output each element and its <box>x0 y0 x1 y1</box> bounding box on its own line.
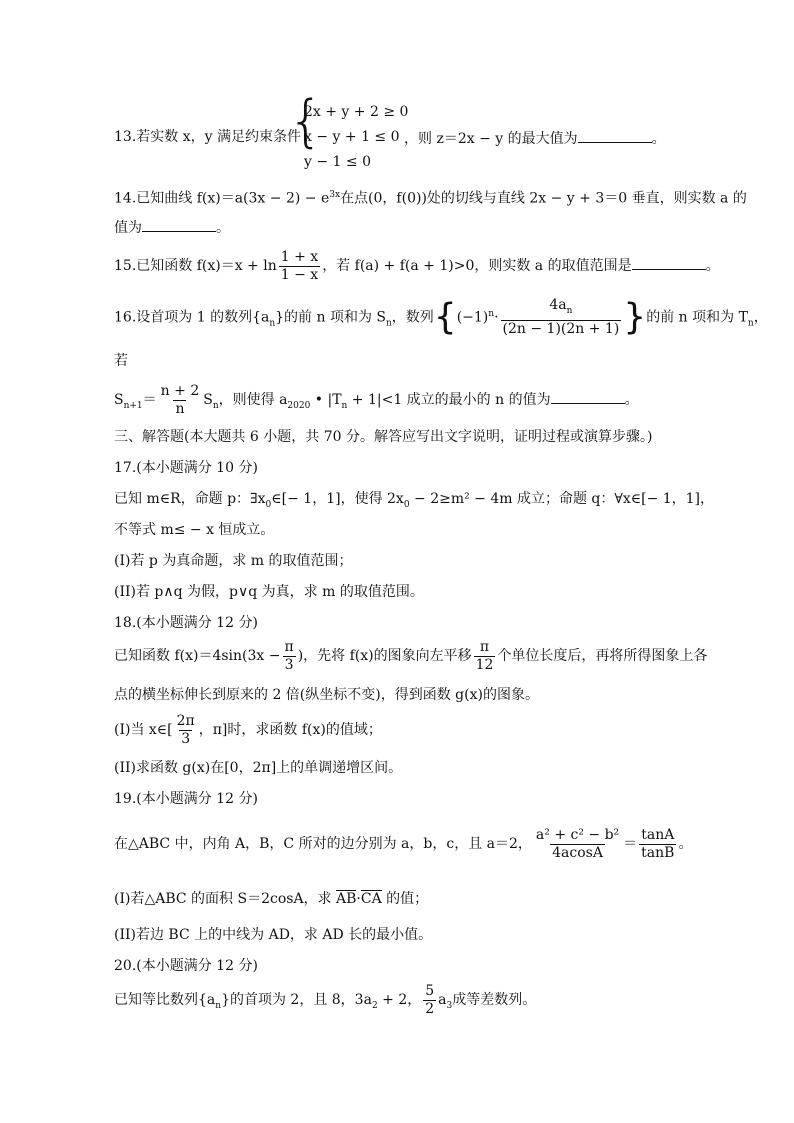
q18-text-a: 已知函数 f(x)＝4sin(3x − <box>114 648 281 664</box>
q16-den: (2n − 1)(2n + 1) <box>502 321 620 338</box>
q18-sden: 12 <box>475 656 494 673</box>
q20-sub-b: 2 <box>371 1000 378 1011</box>
q20-heading: 20.(本小题满分 12 分) <box>114 958 258 974</box>
q18-text-c: 个单位长度后，再将所得图象上各 <box>497 648 708 664</box>
q17-line-2: 不等式 m≤ − x 恒成立。 <box>114 522 275 538</box>
q15-text-a: 15.已知函数 f(x)＝x + ln <box>114 258 277 274</box>
vector-ab: AB <box>336 891 357 907</box>
q18-line-2: 点的横坐标伸长到原来的 2 倍(纵坐标不变)，得到函数 g(x)的图象。 <box>114 687 539 703</box>
q20-fden: 2 <box>425 1000 435 1017</box>
q16-text-e: ， <box>753 309 768 326</box>
q17-sub-b: 0 <box>403 499 410 510</box>
q18-snum: π <box>479 638 490 655</box>
q18-iden: 3 <box>181 730 191 747</box>
q13-post-text: ，则 z＝2x − y 的最大值为 <box>404 131 578 147</box>
q19-end: 。 <box>678 836 693 852</box>
q18-text-b: )，先将 f(x)的图象向左平移 <box>297 648 472 664</box>
q19-text-a: 在△ABC 中，内角 A，B，C 所对的边分别为 a，b，c，且 a＝2， <box>114 836 532 852</box>
q16-answer-blank <box>551 389 625 404</box>
q19-part1-b: 的值； <box>386 891 429 907</box>
q20-fnum: 5 <box>425 982 435 999</box>
q14-text-b: 在点(0，f(0))处的切线与直线 2x − y + 3＝0 垂直，则实数 a 的 <box>340 190 747 207</box>
q16-right-brace: } <box>623 296 647 338</box>
q19-line-1 <box>114 824 692 864</box>
q18-part-2: (II)求函数 g(x)在[0，2π]上的单调递增区间。 <box>114 760 403 776</box>
q16-text-h: + 1|<1 成立的最小的 n 的值为 <box>347 392 551 408</box>
q17-line-1 <box>114 490 714 514</box>
q16-num-sub: n <box>566 306 573 317</box>
q16-s2-sub: n <box>212 400 219 411</box>
q14-exponent: 3x <box>329 190 341 200</box>
q16-left-brace: { <box>433 296 457 338</box>
q18-fraction-pi3 <box>282 640 295 673</box>
q16-dot: · <box>494 309 499 326</box>
q16-pow-sup: n <box>488 309 495 319</box>
q18-part1-a: (I)当 x∈[ <box>114 722 173 738</box>
q16-eq: ＝ <box>142 392 157 408</box>
q16-s1-sub: n+1 <box>123 400 143 411</box>
q16-fraction <box>501 298 622 337</box>
q19-part-2: (II)若边 BC 上的中线为 AD，求 AD 长的最小值。 <box>114 927 433 943</box>
q16-line-2 <box>114 352 128 370</box>
q19-rden: tanB <box>641 844 675 861</box>
q13-text <box>114 128 301 146</box>
q20-text-d: a <box>438 992 447 1008</box>
q19-lden: 4acosA <box>552 844 603 861</box>
q16-line-3 <box>114 380 639 426</box>
q18-part-1 <box>114 710 382 750</box>
q18-pden: 3 <box>284 656 294 673</box>
q19-fraction-right <box>639 828 676 861</box>
q15-line <box>114 246 720 286</box>
q20-text-a: 已知等比数列{a <box>114 992 216 1008</box>
q16-text-b: }的前 n 项和为 S <box>275 309 386 326</box>
q20-text-b: }的首项为 2，且 8，3a <box>221 992 372 1008</box>
q17-text-c: − 2≥m² − 4m 成立；命题 q：∀x∈[− 1，1]， <box>409 491 715 507</box>
q16-num <box>547 298 574 320</box>
q13-prefix: 13.若实数 x，y 满足约束条件 <box>114 129 301 145</box>
q16-num-text: 4a <box>549 297 567 314</box>
q16-text-d: 的前 n 项和为 T <box>646 309 748 326</box>
q19-eq: ＝ <box>623 836 638 852</box>
q18-inum: 2π <box>176 712 195 729</box>
q18-pnum: π <box>284 638 294 655</box>
q16-end: 。 <box>624 392 639 408</box>
q19-rnum: tanA <box>641 826 675 843</box>
q17-sub-a: 0 <box>265 499 272 510</box>
q14-line-1 <box>114 186 747 208</box>
q19-heading: 19.(本小题满分 12 分) <box>114 791 258 807</box>
q20-text-c: + 2， <box>377 992 422 1008</box>
q14-end: 。 <box>216 220 230 236</box>
q16-fden: n <box>175 400 185 417</box>
q15-end: 。 <box>705 258 720 274</box>
q20-sub-d: 3 <box>446 1000 453 1011</box>
q17-part-2: (II)若 p∧q 为假，p∨q 为真，求 m 的取值范围。 <box>114 584 424 600</box>
q18-line-1 <box>114 636 707 676</box>
q16-s2: S <box>203 392 213 408</box>
q16-s1: S <box>114 392 124 408</box>
q14-line-2 <box>114 217 230 237</box>
q13-question <box>404 128 666 148</box>
q20-fraction <box>423 984 436 1017</box>
q16-text-g: • |T <box>310 392 342 408</box>
q15-den: 1 − x <box>280 266 319 283</box>
q13-constraint-system <box>304 100 408 175</box>
q14-text-c: 值为 <box>114 220 142 236</box>
q20-sub-a: n <box>215 1000 222 1011</box>
q13-answer-blank <box>578 128 652 143</box>
q16-ruo: 若 <box>114 353 128 369</box>
q16-line-1 <box>114 294 768 343</box>
q17-part-1: (I)若 p 为真命题，求 m 的取值范围； <box>114 553 353 569</box>
q15-answer-blank <box>632 255 706 270</box>
q16-sub-d: n <box>747 318 754 329</box>
q19-part1-a: (I)若△ABC 的面积 S＝2cosA，求 <box>114 891 332 907</box>
q18-fraction-2pi3 <box>175 714 197 747</box>
q20-line-1 <box>114 980 536 1026</box>
q13-brace: { <box>288 89 324 154</box>
q17-heading: 17.(本小题满分 10 分) <box>114 460 258 476</box>
q18-heading: 18.(本小题满分 12 分) <box>114 615 258 631</box>
q16-sub-f: 2020 <box>287 400 311 411</box>
q19-part-1 <box>114 890 428 908</box>
q19-fraction-left <box>534 828 621 861</box>
q15-num: 1 + x <box>280 248 319 265</box>
q13-constraint-3: y − 1 ≤ 0 <box>304 154 371 170</box>
q19-dot: · <box>356 891 361 907</box>
q17-text-a: 已知 m∈R，命题 p：∃x <box>114 491 266 507</box>
q19-lnum: a² + c² − b² <box>535 826 620 843</box>
q15-fraction <box>279 250 320 283</box>
q16-text-c: ，数列 <box>391 309 434 326</box>
q18-part1-b: ，π]时，求函数 f(x)的值域； <box>198 722 382 738</box>
q14-text-a: 14.已知曲线 f(x)＝a(3x − 2) − e <box>114 190 330 207</box>
q16-sub-g: n <box>341 400 348 411</box>
q13-end: 。 <box>651 131 666 147</box>
q16-fraction-2 <box>159 384 202 417</box>
q13-constraint-2: x − y + 1 ≤ 0 <box>304 129 400 145</box>
q18-fraction-pi12 <box>474 640 496 673</box>
q16-fnum: n + 2 <box>160 382 200 399</box>
q16-text-a: 16.设首项为 1 的数列{a <box>114 309 270 326</box>
q13-constraint-1: 2x + y + 2 ≥ 0 <box>304 104 409 120</box>
section-3-heading: 三、解答题(本大题共 6 小题，共 70 分。解答应写出文字说明，证明过程或演算步骤。) <box>114 429 653 445</box>
q20-text-e: 成等差数列。 <box>452 992 537 1008</box>
vector-ca: CA <box>360 891 382 907</box>
q16-sub-a: n <box>269 318 276 329</box>
q17-text-b: ∈[− 1，1]，使得 2x <box>271 491 404 507</box>
q16-text-f: ，则使得 a <box>218 392 288 408</box>
q14-answer-blank <box>142 217 216 232</box>
q16-pow: (−1) <box>456 309 489 326</box>
q16-sub-b: n <box>386 318 392 329</box>
q15-text-b: ，若 f(a) + f(a + 1)>0，则实数 a 的取值范围是 <box>322 258 632 274</box>
